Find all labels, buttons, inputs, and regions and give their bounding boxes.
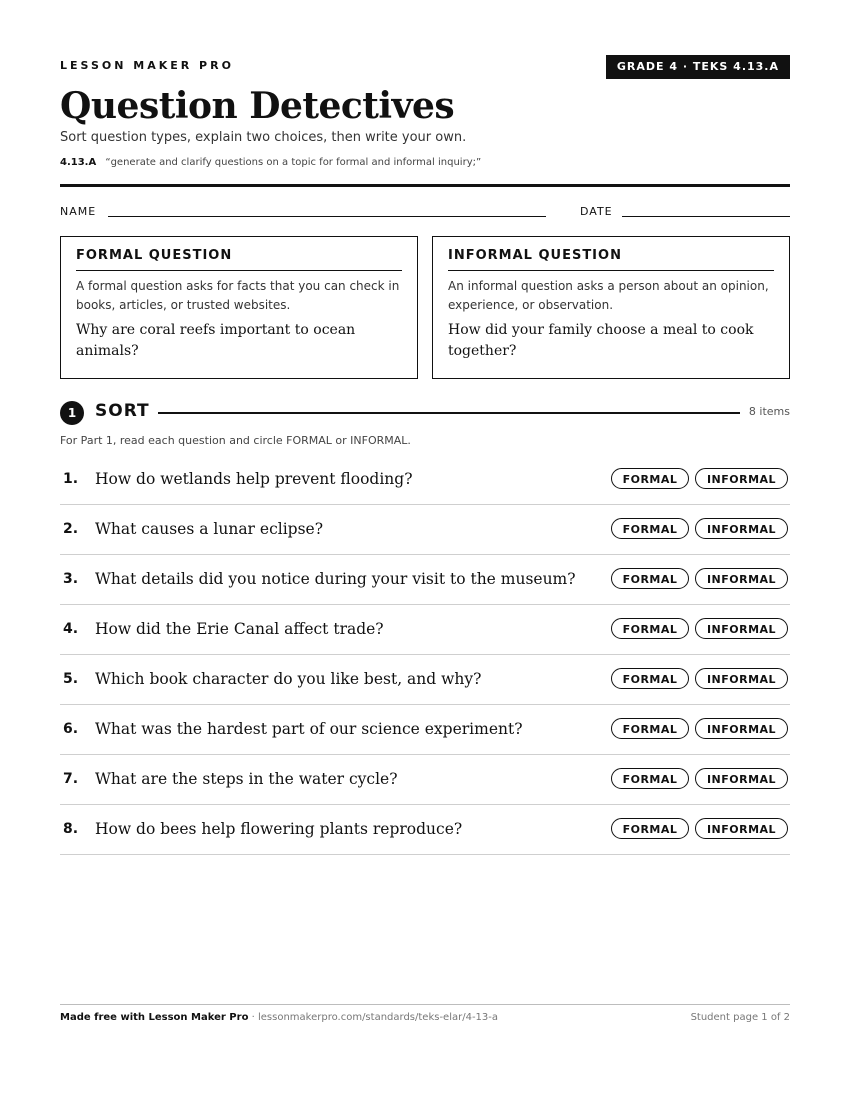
formal-definition-description: A formal question asks for facts that you can check in books, articles, or trusted websites. bbox=[76, 279, 400, 312]
formal-definition-box bbox=[60, 236, 418, 379]
section-item-count: 8 items bbox=[748, 405, 790, 418]
question-text: What causes a lunar eclipse? bbox=[95, 520, 324, 538]
question-row bbox=[60, 655, 790, 705]
question-number: 4. bbox=[63, 621, 79, 637]
section-divider bbox=[158, 412, 740, 414]
informal-definition-description: An informal question asks a person about an opinion, experience, or observation. bbox=[448, 279, 769, 312]
formal-choice-pill[interactable]: FORMAL bbox=[611, 768, 689, 789]
brand-name: LESSON MAKER PRO bbox=[60, 59, 234, 72]
name-field[interactable] bbox=[108, 216, 546, 217]
grade-standard-tag: GRADE 4 · TEKS 4.13.A bbox=[606, 55, 790, 79]
question-number: 1. bbox=[63, 471, 79, 487]
footer bbox=[60, 1012, 790, 1023]
formal-choice-pill[interactable]: FORMAL bbox=[611, 718, 689, 739]
informal-definition-heading: INFORMAL QUESTION bbox=[448, 243, 774, 271]
footer-page-number: Student page 1 of 2 bbox=[690, 1012, 790, 1023]
question-row bbox=[60, 505, 790, 555]
section-instructions: For Part 1, read each question and circle FORMAL or INFORMAL. bbox=[60, 434, 411, 447]
formal-choice-pill[interactable]: FORMAL bbox=[611, 668, 689, 689]
standard-code: 4.13.A bbox=[60, 157, 97, 168]
informal-choice-pill[interactable]: INFORMAL bbox=[695, 568, 788, 589]
formal-choice-pill[interactable]: FORMAL bbox=[611, 518, 689, 539]
section-number-badge: 1 bbox=[60, 401, 84, 425]
informal-definition-box bbox=[432, 236, 790, 379]
question-text: How did the Erie Canal affect trade? bbox=[95, 620, 384, 638]
question-text: What details did you notice during your visit to the museum? bbox=[95, 570, 576, 588]
worksheet-page bbox=[60, 0, 790, 1100]
formal-choice-pill[interactable]: FORMAL bbox=[611, 618, 689, 639]
standard-text: “generate and clarify questions on a topic for formal and informal inquiry;” bbox=[105, 157, 482, 168]
question-number: 8. bbox=[63, 821, 79, 837]
informal-choice-pill[interactable]: INFORMAL bbox=[695, 518, 788, 539]
informal-choice-pill[interactable]: INFORMAL bbox=[695, 468, 788, 489]
informal-choice-pill[interactable]: INFORMAL bbox=[695, 818, 788, 839]
footer-made-with: Made free with Lesson Maker Pro bbox=[60, 1012, 249, 1023]
question-number: 7. bbox=[63, 771, 79, 787]
question-text: Which book character do you like best, and why? bbox=[95, 670, 482, 688]
question-number: 6. bbox=[63, 721, 79, 737]
footer-url[interactable]: · lessonmakerpro.com/standards/teks-elar/4-13-a bbox=[248, 1012, 499, 1023]
formal-choice-pill[interactable]: FORMAL bbox=[611, 818, 689, 839]
informal-definition-example: How did your family choose a meal to cook together? bbox=[448, 322, 754, 359]
formal-choice-pill[interactable]: FORMAL bbox=[611, 468, 689, 489]
question-row bbox=[60, 555, 790, 605]
question-list bbox=[60, 455, 790, 855]
formal-definition-heading: FORMAL QUESTION bbox=[76, 243, 402, 271]
page-title: Question Detectives bbox=[60, 85, 455, 127]
section-header-sort bbox=[60, 400, 790, 424]
date-label: DATE bbox=[580, 205, 613, 218]
question-row bbox=[60, 455, 790, 505]
informal-choice-pill[interactable]: INFORMAL bbox=[695, 618, 788, 639]
informal-choice-pill[interactable]: INFORMAL bbox=[695, 668, 788, 689]
header-divider bbox=[60, 184, 790, 187]
name-label: NAME bbox=[60, 205, 97, 218]
question-text: What are the steps in the water cycle? bbox=[95, 770, 398, 788]
informal-choice-pill[interactable]: INFORMAL bbox=[695, 768, 788, 789]
date-field[interactable] bbox=[622, 216, 790, 217]
question-row bbox=[60, 605, 790, 655]
question-row bbox=[60, 755, 790, 805]
question-row bbox=[60, 705, 790, 755]
question-number: 5. bbox=[63, 671, 79, 687]
question-text: How do bees help flowering plants reproduce? bbox=[95, 820, 463, 838]
informal-choice-pill[interactable]: INFORMAL bbox=[695, 718, 788, 739]
question-text: What was the hardest part of our science experiment? bbox=[95, 720, 523, 738]
question-number: 3. bbox=[63, 571, 79, 587]
page-subtitle: Sort question types, explain two choices, then write your own. bbox=[60, 130, 467, 145]
standard-line bbox=[60, 157, 481, 168]
question-number: 2. bbox=[63, 521, 79, 537]
section-title: SORT bbox=[95, 401, 150, 421]
footer-divider bbox=[60, 1004, 790, 1005]
top-bar bbox=[60, 55, 790, 79]
question-text: How do wetlands help prevent flooding? bbox=[95, 470, 413, 488]
formal-choice-pill[interactable]: FORMAL bbox=[611, 568, 689, 589]
formal-definition-example: Why are coral reefs important to ocean animals? bbox=[76, 322, 356, 359]
question-row bbox=[60, 805, 790, 855]
student-info-row bbox=[60, 205, 790, 219]
